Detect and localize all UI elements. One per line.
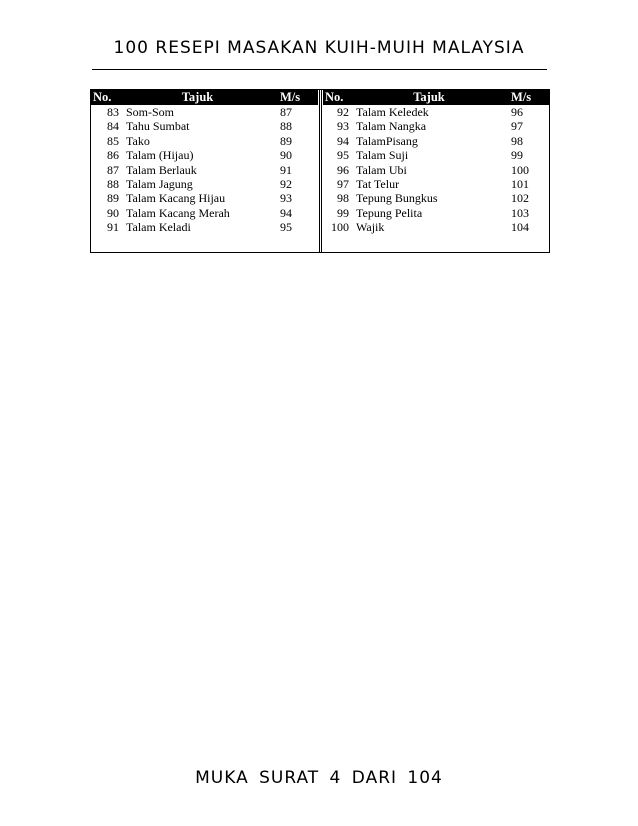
table-row xyxy=(323,148,549,162)
recipe-page: 96 xyxy=(511,105,523,119)
page-header-title: 100 RESEPI MASAKAN KUIH-MUIH MALAYSIA xyxy=(113,38,525,58)
recipe-page: 93 xyxy=(280,191,292,206)
table-row xyxy=(323,134,549,148)
header-divider xyxy=(92,69,547,70)
table-row xyxy=(91,119,318,133)
recipe-title: Tako xyxy=(126,133,150,148)
recipe-title: Tat Telur xyxy=(356,176,400,191)
recipe-no: 94 xyxy=(337,133,349,148)
recipe-title: Tahu Sumbat xyxy=(126,119,190,134)
table-row xyxy=(323,177,549,191)
recipe-title: Talam Keledek xyxy=(356,105,429,119)
recipe-no: 87 xyxy=(107,162,119,177)
recipe-page: 92 xyxy=(280,176,292,191)
recipe-page: 97 xyxy=(511,119,523,134)
recipe-page: 100 xyxy=(511,162,529,177)
recipe-title: Talam Nangka xyxy=(356,119,427,134)
recipe-title: Talam Suji xyxy=(356,148,409,163)
recipe-no: 86 xyxy=(107,148,119,163)
table-row xyxy=(91,220,318,234)
recipe-page: 98 xyxy=(511,133,523,148)
recipe-page: 99 xyxy=(511,148,523,163)
recipe-title: Talam Kacang Hijau xyxy=(126,191,226,206)
header-no: No. xyxy=(325,90,344,104)
recipe-page: 104 xyxy=(511,220,529,235)
column-divider xyxy=(319,90,322,252)
table-header-row xyxy=(323,90,549,105)
table-header-row xyxy=(91,90,318,105)
recipe-title: TalamPisang xyxy=(356,133,418,148)
recipe-title: Talam (Hijau) xyxy=(126,148,194,163)
recipe-no: 93 xyxy=(337,119,349,134)
contents-column-right xyxy=(323,90,549,252)
recipe-no: 83 xyxy=(107,105,119,119)
header-title: Tajuk xyxy=(413,90,445,104)
header-page: M/s xyxy=(511,90,532,104)
recipe-no: 99 xyxy=(337,205,349,220)
header-page: M/s xyxy=(280,90,301,104)
recipe-title: Wajik xyxy=(356,220,385,235)
table-row xyxy=(91,191,318,205)
recipe-page: 95 xyxy=(280,220,292,235)
recipe-no: 98 xyxy=(337,191,349,206)
recipe-title: Talam Jagung xyxy=(126,176,193,191)
contents-column-left xyxy=(91,90,318,252)
recipe-title: Talam Ubi xyxy=(356,162,407,177)
header-title: Tajuk xyxy=(181,90,214,104)
recipe-page: 94 xyxy=(280,205,292,220)
recipe-page: 88 xyxy=(280,119,292,134)
recipe-page: 103 xyxy=(511,205,529,220)
recipe-title: Tepung Bungkus xyxy=(356,191,438,206)
recipe-page: 90 xyxy=(280,148,292,163)
table-row xyxy=(91,134,318,148)
recipe-no: 97 xyxy=(337,176,349,191)
recipe-no: 92 xyxy=(337,105,349,119)
table-row xyxy=(91,105,318,119)
table-row xyxy=(323,191,549,205)
recipe-page: 87 xyxy=(280,105,292,119)
table-row xyxy=(91,148,318,162)
recipe-no: 95 xyxy=(337,148,349,163)
page-footer: MUKA SURAT 4 DARI 104 xyxy=(195,768,443,788)
recipe-no: 90 xyxy=(107,205,119,220)
table-row xyxy=(323,206,549,220)
table-row xyxy=(323,119,549,133)
recipe-title: Talam Keladi xyxy=(126,220,191,235)
recipe-no: 88 xyxy=(107,176,119,191)
table-row xyxy=(323,163,549,177)
recipe-no: 100 xyxy=(331,220,349,235)
table-row xyxy=(91,206,318,220)
recipe-title: Talam Berlauk xyxy=(126,162,197,177)
recipe-page: 89 xyxy=(280,133,292,148)
recipe-page: 91 xyxy=(280,162,292,177)
recipe-title: Talam Kacang Merah xyxy=(126,205,230,220)
recipe-page: 102 xyxy=(511,191,529,206)
table-row xyxy=(91,177,318,191)
recipe-title: Tepung Pelita xyxy=(356,205,423,220)
recipe-no: 84 xyxy=(107,119,119,134)
recipe-page: 101 xyxy=(511,176,529,191)
table-row xyxy=(323,220,549,234)
recipe-no: 91 xyxy=(107,220,119,235)
header-no: No. xyxy=(93,90,112,104)
recipe-title: Som-Som xyxy=(126,105,175,119)
contents-table xyxy=(90,89,550,253)
recipe-no: 85 xyxy=(107,133,119,148)
table-row xyxy=(323,105,549,119)
recipe-no: 96 xyxy=(337,162,349,177)
table-row xyxy=(91,163,318,177)
recipe-no: 89 xyxy=(107,191,119,206)
